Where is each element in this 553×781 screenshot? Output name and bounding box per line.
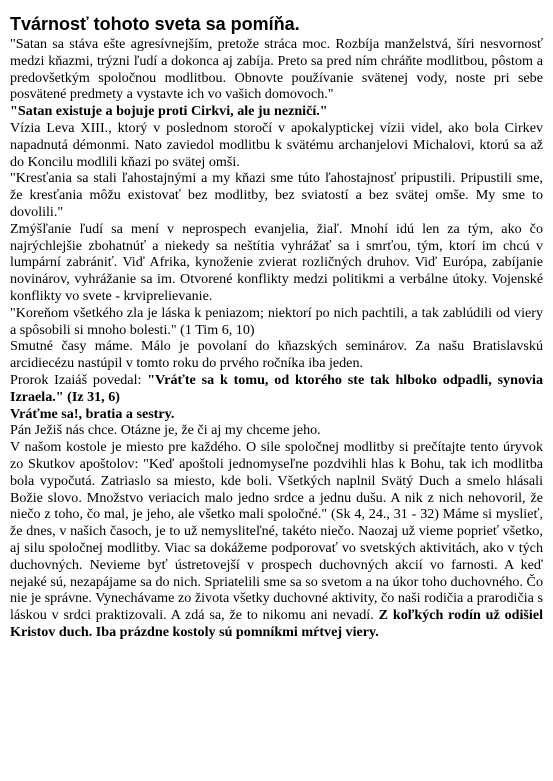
paragraph-satan-quote: "Satan sa stáva ešte agresívnejším, pretože stráca moc. Rozbíja manželstvá, šíri nesvornosť medzi kňazmi, trýzni ľudí a dokonca aj zabíja. Preto sa pred ním chráňte modlitbou, pôstom a predovšetkým spoločnou modlitbou. Obnovte používanie svätenej vody, noste pri sebe posvätené predmety a vystavte ich vo vašich domovoch.": [10, 36, 543, 103]
isaiah-quote: "Vráťte sa k tomu, od ktorého ste tak hlboko odpadli, synovia Izraela." (Iz 31, 6): [10, 371, 543, 405]
closing-statement: Z koľkých rodín už odišiel Kristov duch. Iba prázdne kostoly sú pomníkmi mŕtvej viery.: [10, 607, 543, 640]
subheading-satan-exists: "Satan existuje a bojuje proti Cirkvi, ale ju nezničí.": [10, 103, 328, 120]
paragraph-sad-times: Smutné časy máme. Málo je povolaní do kňazských seminárov. Za našu Bratislavskú arcidiecézu nastúpil v tomto roku do prvého ročníka iba jeden.: [10, 338, 543, 372]
isaiah-intro: Prorok Izaiáš povedal:: [10, 371, 148, 388]
paragraph-thinking-changes: Zmýšľanie ľudí sa mení v neprospech evanjelia, žiaľ. Mnohí idú len za tým, ako čo najrýchlejšie zbohatnúť a niekedy sa neštítia vyhrážať sa i smrťou, tým, ktorí im chcú v lumpární zabrániť. Viď Afrika, kynoženie zvierat rozličných druhov. Viď Európa, zabíjanie novinárov, vyhrážanie sa im. Otvorené konflikty medzi politikmi a verbálne útoky. Vojenské konflikty vo svete - krviprelievanie.: [10, 220, 543, 304]
paragraph-prophet-isaiah: [10, 372, 543, 406]
paragraph-root-of-evil: "Koreňom všetkého zla je láska k peniazom; niektorí po nich pachtili, a tak zablúdili od viery a spôsobili si mnoho bolesti." (1 Tim 6, 10): [10, 304, 543, 338]
subheading-return: Vráťme sa!, bratia a sestry.: [10, 405, 175, 422]
paragraph-jesus-wants-us: Pán Ježiš nás chce. Otázne je, že či aj my chceme jeho.: [10, 422, 321, 439]
paragraph-leo-vision: Vízia Leva XIII., ktorý v poslednom storočí v apokalyptickej vízii videl, ako bola Cirkev napadnutá démonmi. Nato zaviedol modlitbu k svätému archanjelovi Michalovi, ktorú sa až do Koncilu modlili kňazi po svätej omši.: [10, 119, 543, 170]
paragraph-christians-indifferent: "Kresťania sa stali ľahostajnými a my kňazi sme túto ľahostajnosť pripustili. Pripustili sme, že kresťania môžu existovať bez modlitby, bez sviatostí a bez svätej omše. My sme to dovolili.": [10, 170, 543, 220]
paragraph-our-church: [10, 439, 543, 641]
our-church-text: V našom kostole je miesto pre každého. O sile spoločnej modlitby si prečítajte tento úryvok zo Skutkov apoštolov: "Keď apoštoli jednomyseľne pozdvihli hlas k Bohu, tak ich modlitba bola vypočutá. Zatriaslo sa miesto, kde boli. Všetkých naplnil Svätý Duch a smelo hlásali Božie slovo. Množstvo veriacich malo jedno srdce a jednu dušu. A nik z nich nehovoril, že niečo z toho, čo mal, je jeho, ale všetko mali spoločné." (Sk 4, 24., 31 - 32) Máme si myslieť, že dnes, v našich časoch, je to už nemysliteľné, takéto niečo. Naozaj už vieme poprieť všetko, aj silu spoločnej modlitby. Viac sa dokážeme podporovať vo svetských aktivitách, ako v tých duchovných. Nevieme byť ústretovejší v prospech duchovných akcií vo farnosti. A keď nejaké sú, nezapájame sa do nich. Spriatelili sme sa so svetom a na úkor toho duchovného. Čo nie je správne. Vynechávame zo života všetky duchovné aktivity, čo naši rodičia a prarodičia s láskou v srdci praktizovali. A zdá sa, že to nikomu ani nevadí.: [10, 439, 543, 624]
article-title: Tvárnosť tohoto sveta sa pomíňa.: [10, 14, 300, 34]
